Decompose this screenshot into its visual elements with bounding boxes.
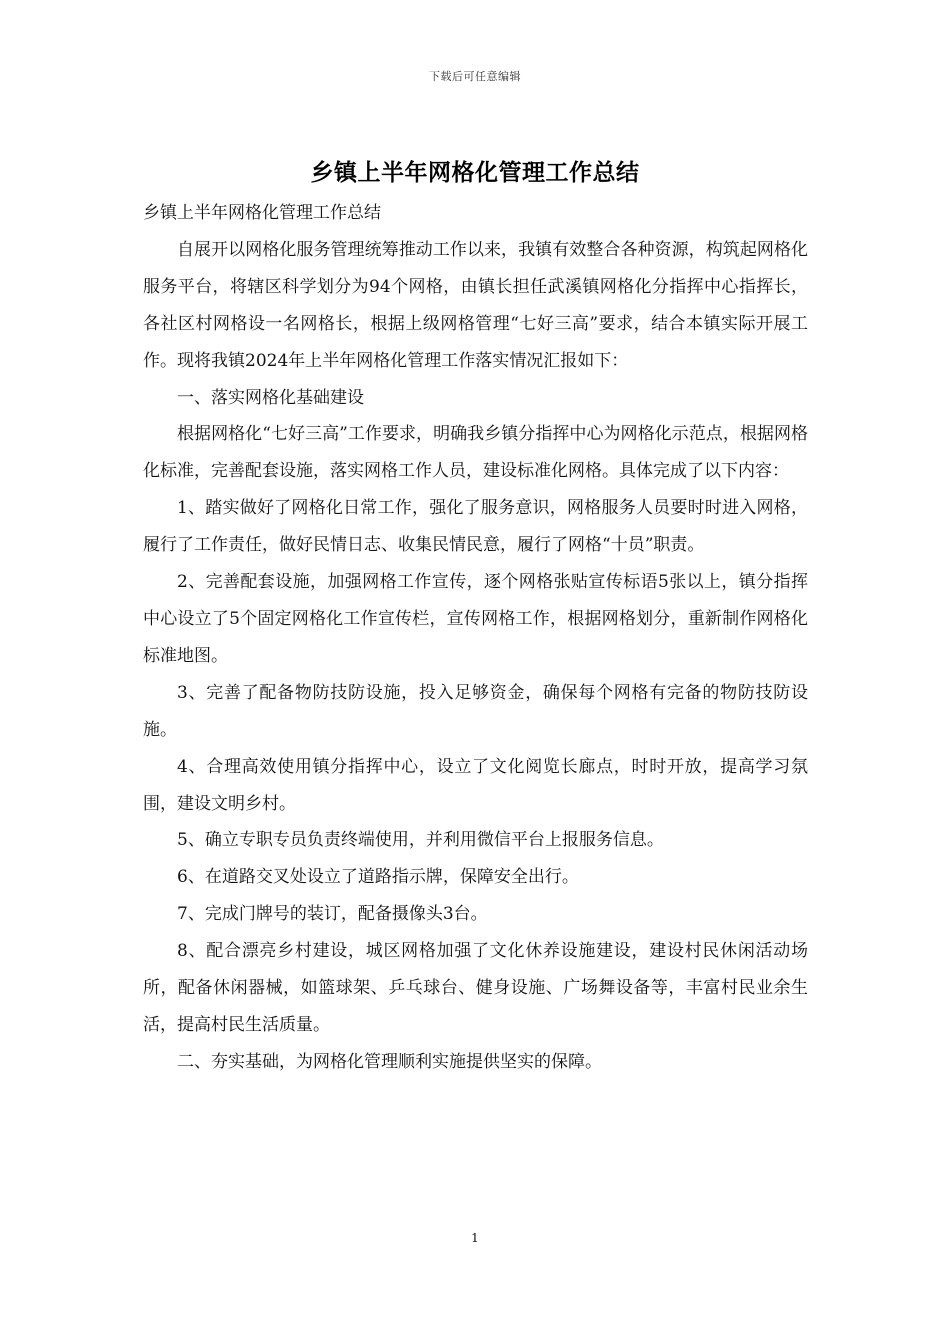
document-title: 乡镇上半年网格化管理工作总结 bbox=[310, 159, 640, 186]
list-item: 7、完成门牌号的装订，配备摄像头3台。 bbox=[177, 904, 488, 925]
document-body bbox=[143, 195, 808, 1081]
list-item: 5、确立专职专员负责终端使用，并利用微信平台上报服务信息。 bbox=[177, 830, 664, 851]
list-item: 1、踏实做好了网格化日常工作，强化了服务意识，网格服务人员要时时进入网格，履行了工作责任，做好民情日志、收集民情民意，履行了网格“十员”职责。 bbox=[143, 498, 808, 556]
document-subtitle: 乡镇上半年网格化管理工作总结 bbox=[143, 203, 381, 223]
paragraph: 自展开以网格化服务管理统筹推动工作以来，我镇有效整合各种资源，构筑起网格化服务平台，将辖区科学划分为94个网格，由镇长担任武溪镇网格化分指挥中心指挥长，各社区村网格设一名网格长，根据上级网格管理“七好三高”要求，结合本镇实际开展工作。现将我镇2024年上半年网格化管理工作落实情况汇报如下： bbox=[143, 239, 808, 371]
page-number: 1 bbox=[471, 1231, 479, 1245]
list-item: 3、完善了配备物防技防设施，投入足够资金，确保每个网格有完备的物防技防设施。 bbox=[143, 682, 808, 740]
header-note: 下载后可任意编辑 bbox=[429, 70, 521, 83]
list-item: 2、完善配套设施，加强网格工作宣传，逐个网格张贴宣传标语5张以上，镇分指挥中心设立了5个固定网格化工作宣传栏，宣传网格工作，根据网格划分，重新制作网格化标准地图。 bbox=[143, 572, 808, 666]
list-item: 4、合理高效使用镇分指挥中心，设立了文化阅览长廊点，时时开放，提高学习氛围，建设文明乡村。 bbox=[143, 756, 808, 814]
paragraph: 根据网格化“七好三高”工作要求，明确我乡镇分指挥中心为网格化示范点，根据网格化标准，完善配套设施，落实网格工作人员，建设标准化网格。具体完成了以下内容： bbox=[143, 424, 808, 482]
list-item: 6、在道路交叉处设立了道路指示牌，保障安全出行。 bbox=[177, 867, 579, 888]
section-heading: 二、夯实基础，为网格化管理顺利实施提供坚实的保障。 bbox=[177, 1051, 602, 1072]
list-item: 8、配合漂亮乡村建设，城区网格加强了文化休养设施建设，建设村民休闲活动场所，配备休闲器械，如篮球架、乒乓球台、健身设施、广场舞设备等，丰富村民业余生活，提高村民生活质量。 bbox=[143, 941, 808, 1035]
section-heading: 一、落实网格化基础建设 bbox=[177, 387, 364, 408]
